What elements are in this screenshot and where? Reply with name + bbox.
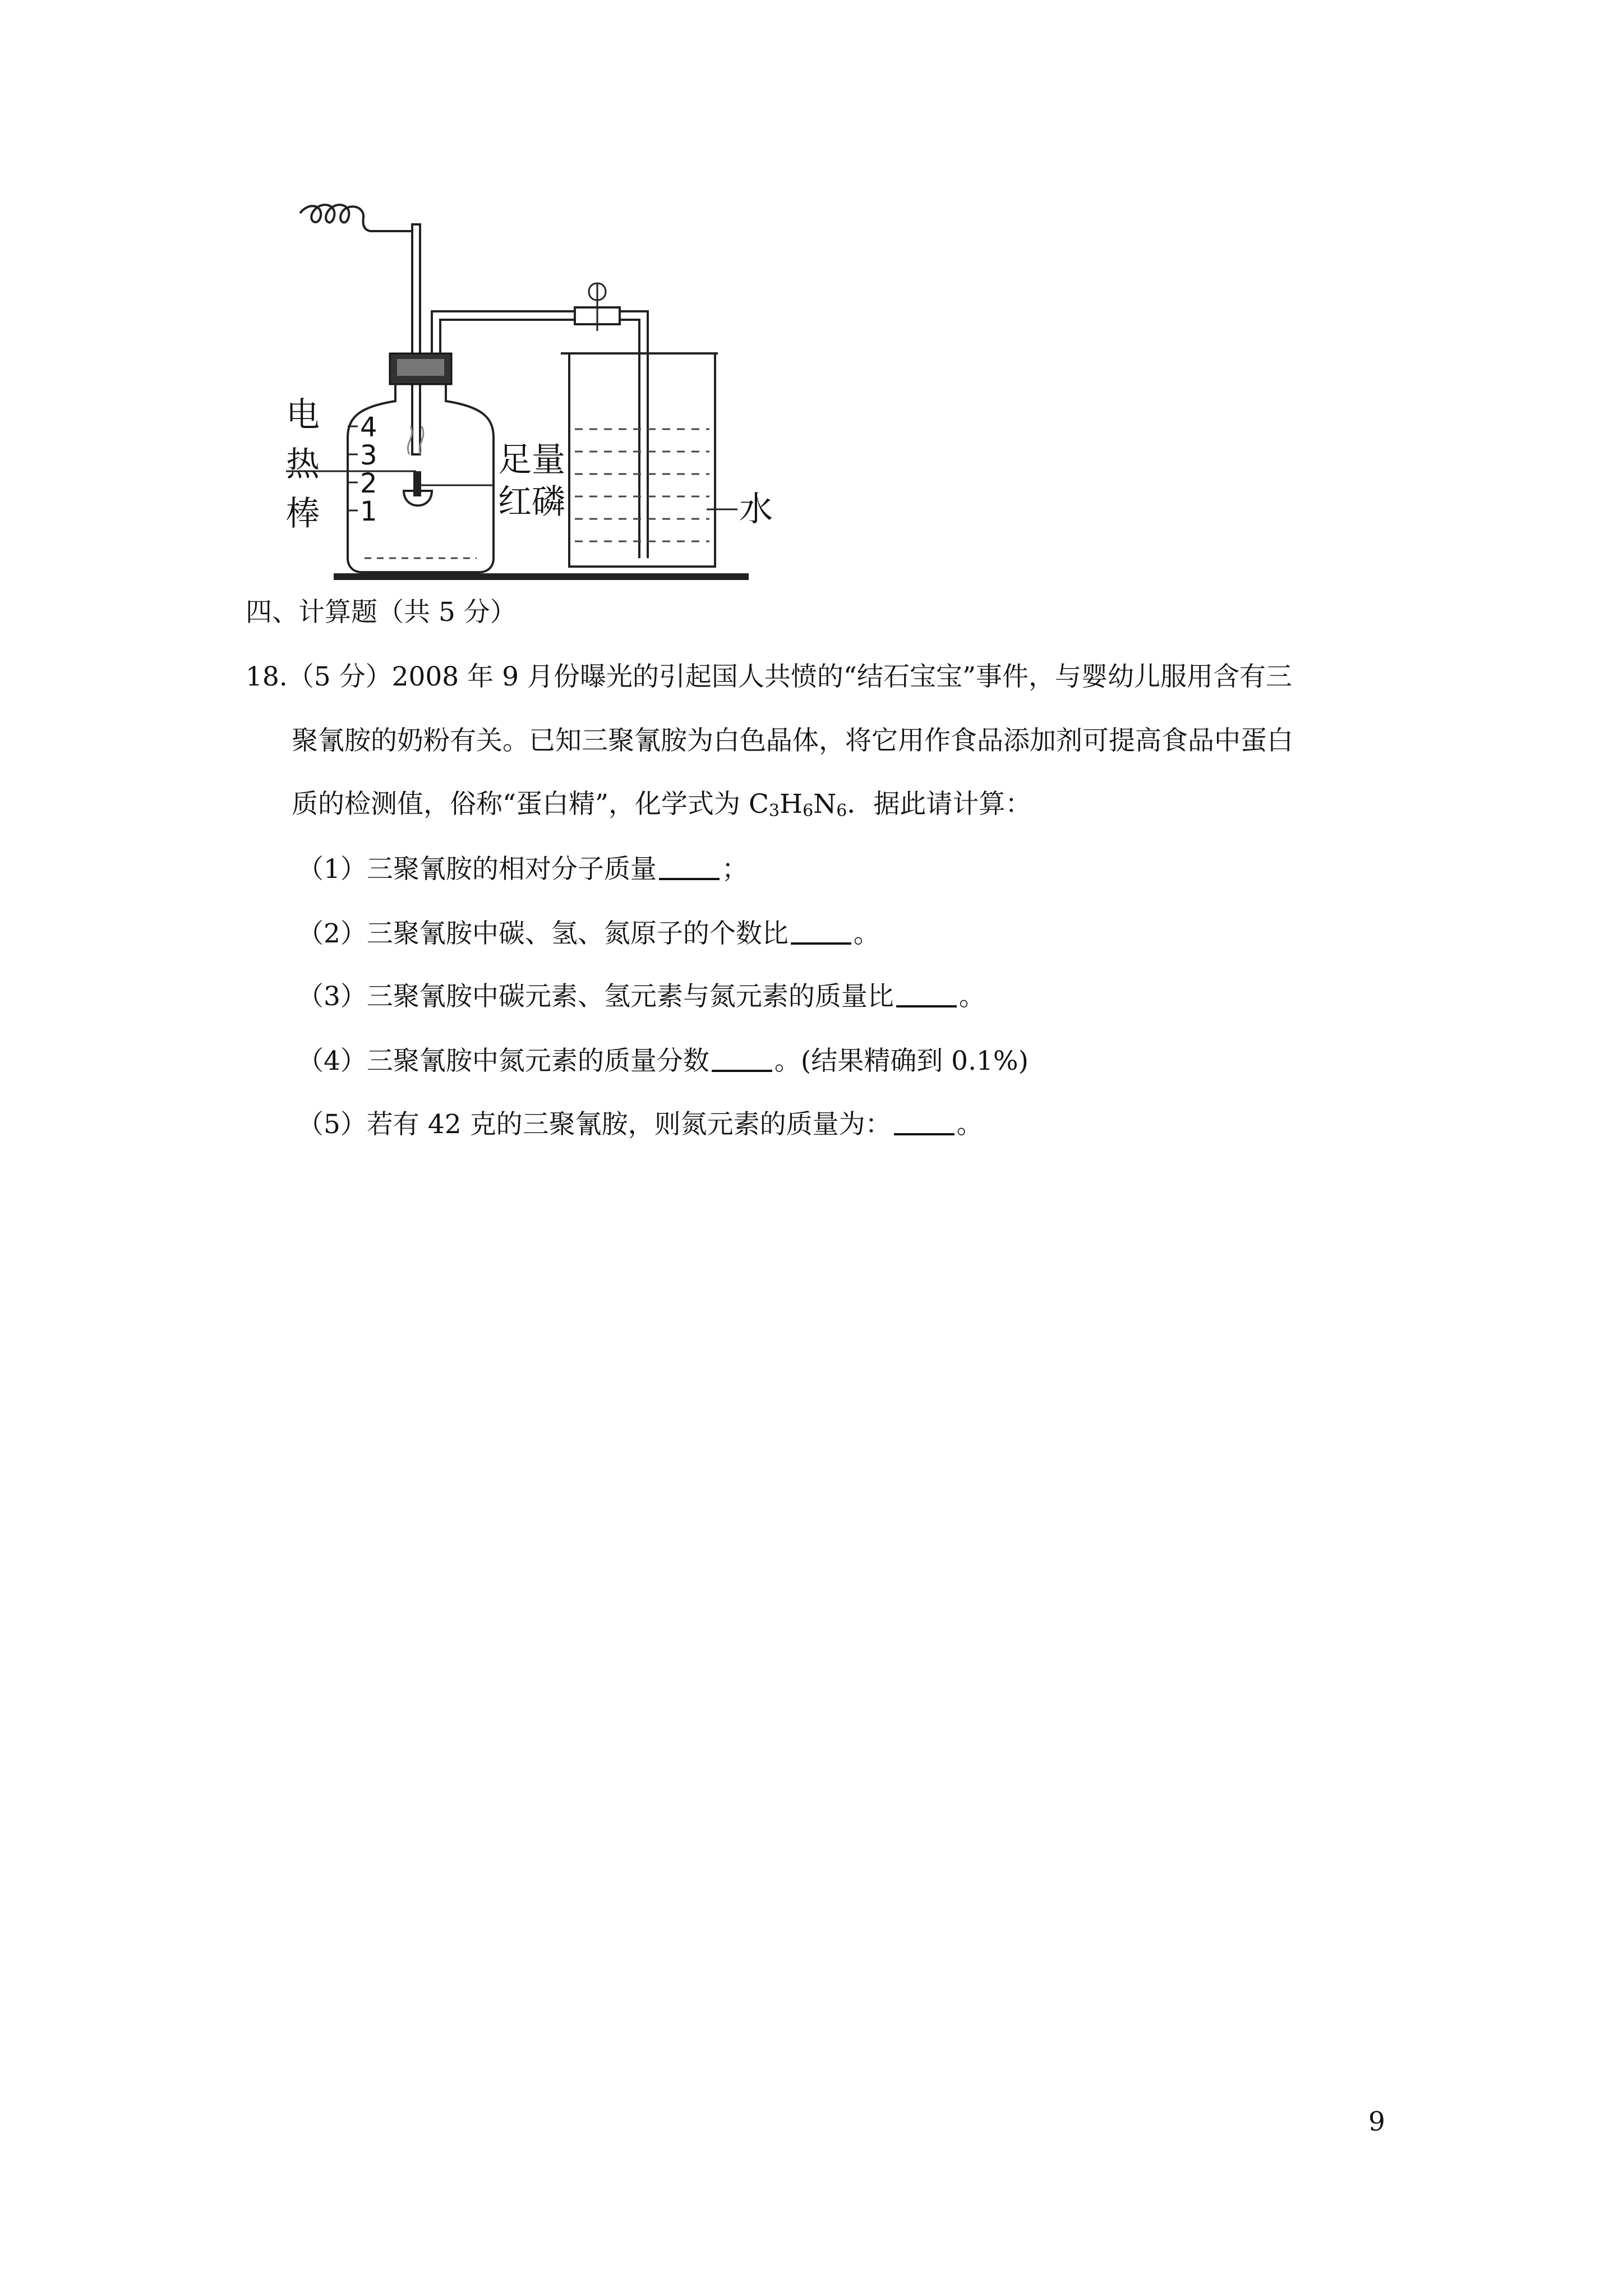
answer-blank-2[interactable] — [791, 920, 851, 945]
scale-mark-3: 3 — [360, 440, 377, 471]
question-18-line-2: 聚氰胺的奶粉有关。已知三聚氰胺为白色晶体，将它用作食品添加剂可提高食品中蛋白 — [292, 725, 1293, 756]
scale-mark-2: 2 — [360, 468, 377, 499]
scale-mark-4: 4 — [360, 412, 377, 443]
sub-question-3-end: 。 — [958, 981, 985, 1012]
answer-blank-1[interactable] — [659, 855, 720, 880]
connecting-tube — [432, 311, 575, 353]
sub-question-1-text: （1）三聚氰胺的相对分子质量 — [297, 854, 657, 885]
label-dian: 电 — [286, 395, 320, 435]
red-phosphorus-apparatus-diagram — [269, 191, 808, 583]
heating-coil — [300, 205, 412, 231]
sub-question-5 — [297, 1111, 1623, 1138]
sub-question-3-text: （3）三聚氰胺中碳元素、氢元素与氮元素的质量比 — [297, 981, 894, 1012]
apparatus-figure — [269, 191, 808, 583]
sub-question-2-end: 。 — [853, 918, 880, 949]
section-heading: 四、计算题（共 5 分） — [246, 597, 517, 628]
answer-blank-3[interactable] — [896, 983, 957, 1007]
sub-question-5-text: （5）若有 42 克的三聚氰胺，则氮元素的质量为： — [297, 1109, 892, 1140]
sub-question-1-end: ； — [721, 854, 748, 885]
base-plate — [334, 573, 749, 580]
line3-post: ．据此请计算： — [847, 789, 1032, 820]
formula-sub-3: 3 — [768, 801, 780, 821]
sub-question-3 — [297, 983, 1623, 1010]
formula-n: N — [813, 789, 837, 820]
question-18-line-3 — [292, 791, 1623, 820]
sub-question-5-end: 。 — [956, 1109, 983, 1140]
electric-rod — [412, 224, 420, 454]
formula-sub-6b: 6 — [836, 801, 847, 821]
formula-sub-6a: 6 — [803, 801, 814, 821]
formula-h: H — [780, 789, 803, 820]
sub-question-2 — [297, 920, 1623, 947]
answer-blank-4[interactable] — [712, 1047, 772, 1072]
label-zuliang: 足量 — [498, 440, 565, 480]
label-re: 热 — [286, 445, 320, 484]
page-number: 9 — [1368, 2106, 1385, 2137]
label-bang: 棒 — [286, 494, 320, 533]
sub-question-4-end: 。(结果精确到 0.1%) — [774, 1046, 1029, 1076]
water-lines — [575, 429, 709, 541]
label-water: 水 — [739, 490, 773, 529]
scale-mark-1: 1 — [360, 496, 377, 527]
answer-blank-5[interactable] — [894, 1111, 955, 1135]
sub-question-1 — [297, 854, 1623, 885]
sub-question-4-text: （4）三聚氰胺中氮元素的质量分数 — [297, 1046, 709, 1076]
label-honglin: 红磷 — [498, 482, 565, 522]
sub-question-2-text: （2）三聚氰胺中碳、氢、氮原子的个数比 — [297, 918, 789, 949]
question-18-line-1: 18.（5 分）2008 年 9 月份曝光的引起国人共愤的“结石宝宝”事件，与婴幼儿服用含有三 — [246, 661, 1292, 692]
sub-question-4 — [297, 1047, 1623, 1074]
line3-pre: 质的检测值，俗称“蛋白精”，化学式为 C — [292, 789, 769, 820]
